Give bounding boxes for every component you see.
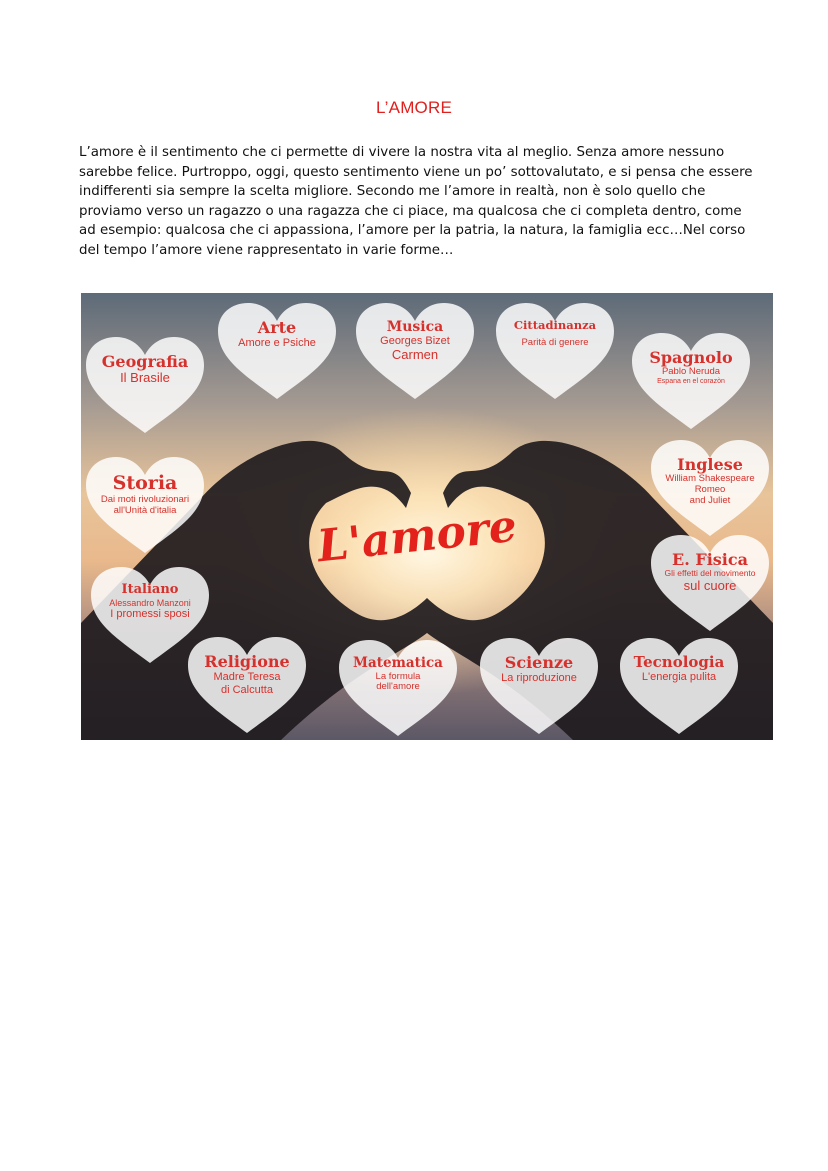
heart-text: Carmen: [391, 346, 439, 362]
heart-inglese: [649, 438, 771, 538]
heart-cittadinanza: [494, 301, 616, 401]
page-title: L’AMORE: [375, 98, 453, 117]
heart-text: La formula: [375, 670, 421, 682]
heart-text: Dai moti rivoluzionari: [100, 493, 190, 505]
heart-text: Georges Bizet: [380, 335, 450, 348]
heart-subject: Religione: [204, 652, 290, 671]
heart-shape: [478, 636, 600, 736]
heart-text: Espana en el corazòn: [657, 378, 725, 386]
heart-text: Madre Teresa: [213, 671, 281, 684]
heart-text: I promessi sposi: [110, 608, 190, 621]
heart-spagnolo: [630, 331, 752, 431]
love-poster: [81, 293, 773, 740]
heart-subject: Storia: [112, 472, 178, 494]
heart-shape: [494, 301, 616, 401]
heart-arte: [216, 301, 338, 401]
heart-subject: Cittadinanza: [513, 318, 597, 332]
heart-religione: [186, 635, 308, 735]
heart-subject: Geografia: [101, 352, 189, 371]
heart-text: Gli effetti del movimento: [664, 568, 756, 579]
heart-subject: E. Fisica: [672, 550, 748, 569]
intro-paragraph: L’amore è il sentimento che ci permette di vivere la nostra vita al meglio. Senza amore nessuno sarebbe felice. Purtroppo, oggi, questo sentimento viene un po’ sottovalutato, e si pensa che essere indifferenti sia sempre la scelta migliore. Secondo me l’amore in realtà, non è solo quello che proviamo verso un ragazzo o una ragazza che ci piace, ma qualcosa che ci completa dentro, come ad esempio: qualcosa che ci appassiona, l’amore per la patria, la natura, la famiglia ecc…Nel corso del tempo l’amore viene rappresentato in varie forme…: [79, 145, 753, 258]
heart-text: Parità di genere: [521, 337, 589, 349]
heart-text: di Calcutta: [221, 684, 273, 697]
heart-text: Amore e Psiche: [238, 337, 316, 350]
heart-text: Il Brasile: [120, 370, 170, 386]
heart-text: Romeo: [694, 484, 726, 496]
heart-subject: Italiano: [121, 582, 179, 597]
heart-text: La riproduzione: [501, 672, 577, 685]
heart-matematica: [337, 638, 459, 738]
heart-text: sul cuore: [683, 578, 737, 594]
heart-shape: [216, 301, 338, 401]
heart-text: Pablo Neruda: [661, 366, 721, 378]
heart-educazione-fisica: [649, 533, 771, 633]
heart-subject: Matematica: [353, 655, 443, 671]
heart-subject: Inglese: [677, 455, 743, 474]
heart-subject: Arte: [257, 318, 297, 337]
heart-musica: [354, 301, 476, 401]
heart-tecnologia: [618, 636, 740, 736]
heart-subject: Spagnolo: [649, 348, 733, 367]
heart-storia: [84, 455, 206, 555]
heart-shape: [618, 636, 740, 736]
heart-text: L'energia pulita: [641, 671, 717, 684]
heart-subject: Musica: [386, 319, 444, 335]
heart-scienze: [478, 636, 600, 736]
heart-text: William Shakespeare: [665, 473, 755, 485]
heart-subject: Tecnologia: [633, 653, 725, 671]
heart-text: Alessandro Manzoni: [109, 597, 191, 608]
heart-text: dell'amore: [376, 681, 420, 693]
center-title: L'amore: [314, 500, 520, 573]
heart-text: all'Unità d'italia: [113, 504, 177, 516]
heart-text: and Juliet: [689, 495, 731, 507]
heart-subject: Scienze: [504, 653, 574, 672]
heart-geografia: [84, 335, 206, 435]
